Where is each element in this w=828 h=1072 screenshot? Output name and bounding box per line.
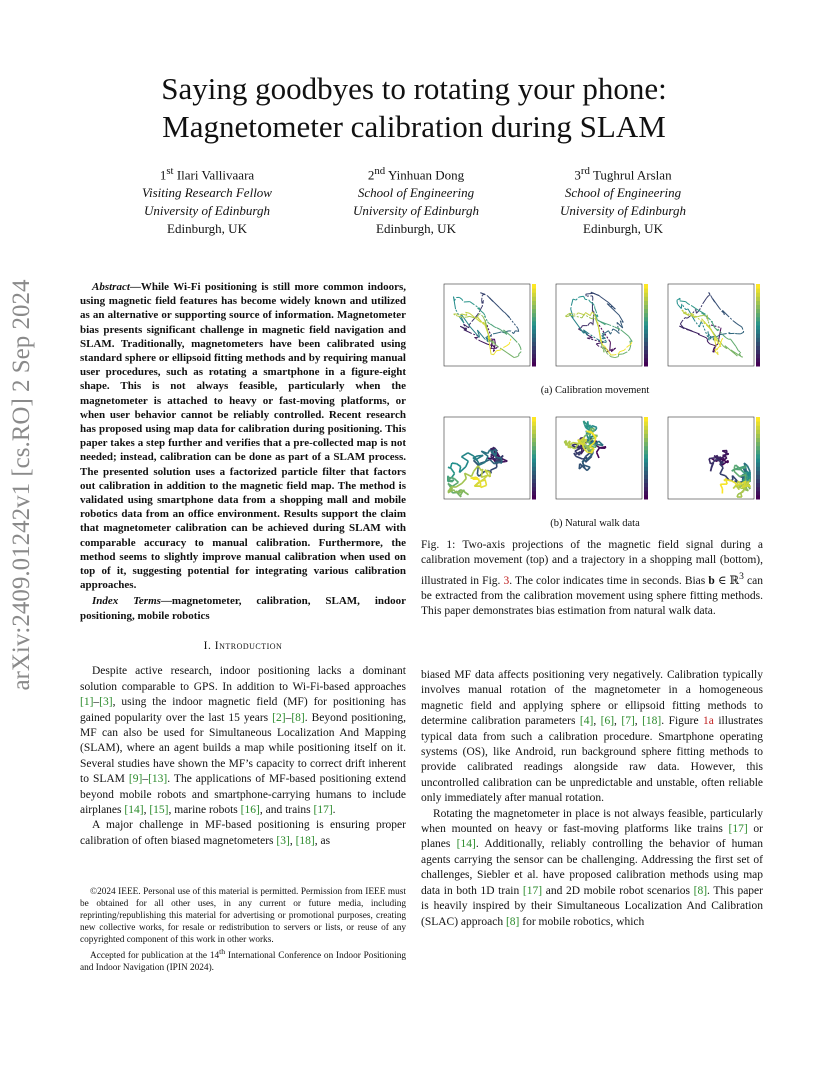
citation-link[interactable]: [16] bbox=[240, 803, 260, 816]
plot-b-xz bbox=[556, 417, 648, 500]
author-affiliation: Visiting Research Fellow bbox=[142, 185, 272, 201]
citation-link[interactable]: [17] bbox=[522, 884, 543, 897]
citation-link[interactable]: [17] bbox=[728, 823, 748, 836]
citation-link[interactable]: [2] bbox=[272, 711, 286, 724]
section-heading: I. Introduction bbox=[203, 639, 283, 652]
intro-paragraph-2: A major challenge in MF-based positioning is ensuring proper calibration of often biased magnetometers [3], [18], as bbox=[80, 819, 406, 847]
author-university: University of Edinburgh bbox=[560, 203, 686, 219]
author-name: 2nd Yinhuan Dong bbox=[367, 165, 465, 183]
figure-1b-plots bbox=[432, 413, 768, 513]
citation-link[interactable]: [3] bbox=[99, 696, 113, 709]
author-location: Edinburgh, UK bbox=[376, 221, 456, 237]
plot-a-xy bbox=[444, 284, 536, 367]
author-location: Edinburgh, UK bbox=[583, 221, 663, 237]
right-paragraph-2: Rotating the magnetometer in place is not always feasible, particularly when mounted on heavy or fast-moving platforms like trains [17] or planes [14]. Additionally, reliably controlling the behavior of human agents carrying the sensor can be challenging. Addressing the first set of challenges, Siebler et al. have proposed calibration methods using map data in both 1D train [17] and 2D mobile robot scenarios [8]. This paper is heavily inspired by their Simultaneous Localization And Calibration (SLAC) approach [8] for mobile robotics, which bbox=[421, 807, 763, 928]
arxiv-stamp: arXiv:2409.01242v1 [cs.RO] 2 Sep 2024 bbox=[8, 279, 35, 691]
citation-link[interactable]: [8] bbox=[505, 915, 520, 928]
figure-1a bbox=[432, 280, 768, 380]
footnote bbox=[80, 886, 406, 974]
figure-caption: Fig. 1: Two-axis projections of the magnetic field signal during a calibration movement (top) and a trajectory in a shopping mall (bottom), illustrated in Fig. 3. The color indicates time in seconds. Bias b ∈ ℝ$^3$ can be extracted from the calibration movement using sphere fitting methods. This paper demonstrates bias estimation from natural walk data. bbox=[421, 539, 763, 618]
citation-link[interactable]: [17] bbox=[313, 803, 333, 816]
citation-link[interactable]: [15] bbox=[149, 803, 169, 816]
citation-link[interactable]: [3] bbox=[276, 834, 290, 847]
plot-a-xz bbox=[556, 284, 648, 367]
subcaption-a: (a) Calibration movement bbox=[540, 385, 650, 396]
author-block-2 bbox=[316, 162, 516, 238]
citation-link[interactable]: [18] bbox=[642, 715, 662, 728]
citation-link[interactable]: [1] bbox=[80, 696, 94, 709]
figure-ref-link[interactable]: 3 bbox=[503, 574, 510, 587]
author-affiliation: School of Engineering bbox=[357, 185, 475, 201]
left-column bbox=[80, 280, 406, 849]
author-block-1 bbox=[107, 162, 307, 238]
citation-link[interactable]: [6] bbox=[600, 715, 615, 728]
author-university: University of Edinburgh bbox=[353, 203, 479, 219]
citation-link[interactable]: [13] bbox=[148, 773, 168, 786]
title-line-1: Saying goodbyes to rotating your phone: bbox=[161, 71, 667, 106]
figure-ref-link[interactable]: 1a bbox=[703, 715, 714, 728]
citation-link[interactable]: [14] bbox=[124, 803, 144, 816]
title-line-2: Magnetometer calibration during SLAM bbox=[162, 109, 666, 144]
citation-link[interactable]: [14] bbox=[456, 838, 476, 851]
author-block-3 bbox=[523, 162, 723, 238]
subcaption-b: (b) Natural walk data bbox=[550, 518, 640, 529]
paper-title bbox=[80, 70, 748, 146]
citation-link[interactable]: [4] bbox=[579, 715, 594, 728]
citation-link[interactable]: [7] bbox=[621, 715, 635, 728]
plot-b-yz bbox=[668, 417, 760, 500]
author-name: 3rd Tughrul Arslan bbox=[574, 165, 672, 183]
right-column bbox=[421, 668, 763, 930]
citation-link[interactable]: [8] bbox=[291, 711, 305, 724]
abstract: Abstract—While Wi-Fi positioning is still more common indoors, using magnetic field features has become widely known and utilized as an alternative or supporting source of information. Magnetometer bias presents significant challenge in magnetic field navigation and SLAM. Traditionally, magnetometers have been calibrated using standard sphere or ellipsoid fitting methods and by requiring manual user procedures, such as rotating a smartphone in a figure-eight shape. This is not always feasible, particularly when the magnetometer is attached to heavy or fast-moving platforms, or when user behavior cannot be reliably controlled. Recent research has proposed using map data for calibration during positioning. This paper takes a step further and verifies that a pre-collected map is not needed; instead, calibration can be done as part of a SLAM process. The presented solution uses a factorized particle filter that factors out calibration in addition to the magnetic field map. The method is validated using smartphone data from a shopping mall and mobile robotics data from an office environment. Results support the claim that magnetometer calibration can be achieved during SLAM with comparable accuracy to manual calibration. Furthermore, the method seems to slightly improve manual calibration when used on top of it, suggesting potential for integrating various calibration approaches. bbox=[80, 281, 406, 592]
plot-b-xy bbox=[444, 417, 536, 500]
figure-1a-plots bbox=[432, 280, 768, 380]
citation-link[interactable]: [8] bbox=[693, 884, 708, 897]
author-affiliation: School of Engineering bbox=[564, 185, 682, 201]
author-university: University of Edinburgh bbox=[144, 203, 270, 219]
citation-link[interactable]: [9] bbox=[128, 773, 143, 786]
intro-paragraph-1: Despite active research, indoor positioning lacks a dominant solution comparable to GPS. In addition to Wi-Fi-based approaches [1]–[3], using the indoor magnetic field (MF) for positioning has gained popularity over the last 15 years [2]–[8]. Beyond positioning, MF can also be used for Simultaneous Localization And Mapping (SLAM), where an agent builds a map while positioning itself on it. Several studies have shown the MF’s capacity to correct drift inherent to SLAM [9]–[13]. The applications of MF-based positioning extend beyond mobile robots and smartphone-carrying humans to include airplanes [14], [15], marine robots [16], and trains [17]. bbox=[80, 665, 407, 816]
copyright-notice: ©2024 IEEE. Personal use of this material is permitted. Permission from IEEE must be obtained for all other uses, in any current or future media, including reprinting/republishing this material for advertising or promotional purposes, creating new collective works, for resale or redistribution to servers or lists, or reuse of any copyrighted component of this work in other works. bbox=[80, 887, 406, 945]
author-name: 1st Ilari Vallivaara bbox=[159, 165, 255, 183]
acceptance-notice: Accepted for publication at the 14th International Conference on Indoor Positioning and Indoor Navigation (IPIN 2024). bbox=[80, 947, 406, 974]
right-paragraph-1: biased MF data affects positioning very negatively. Calibration typically involves manual rotation of the magnetometer in a homogeneous magnetic field and applying sphere or ellipsoid fitting methods to determine calibration parameters [4], [6], [7], [18]. Figure 1a illustrates typical data from such a calibration procedure. Smartphone operating systems (OS), like Android, run background sphere fitting methods to provide calibrated readings alongside raw data. However, this uncontrolled calibration can be unpredictable and unstable, often reliable only immediately after manual rotation. bbox=[421, 669, 764, 805]
figure-1b bbox=[432, 413, 768, 513]
index-terms: Index Terms—magnetometer, calibration, SLAM, indoor positioning, mobile robotics bbox=[80, 595, 407, 622]
author-location: Edinburgh, UK bbox=[167, 221, 247, 237]
plot-a-yz bbox=[668, 284, 760, 367]
citation-link[interactable]: [18] bbox=[295, 834, 315, 847]
